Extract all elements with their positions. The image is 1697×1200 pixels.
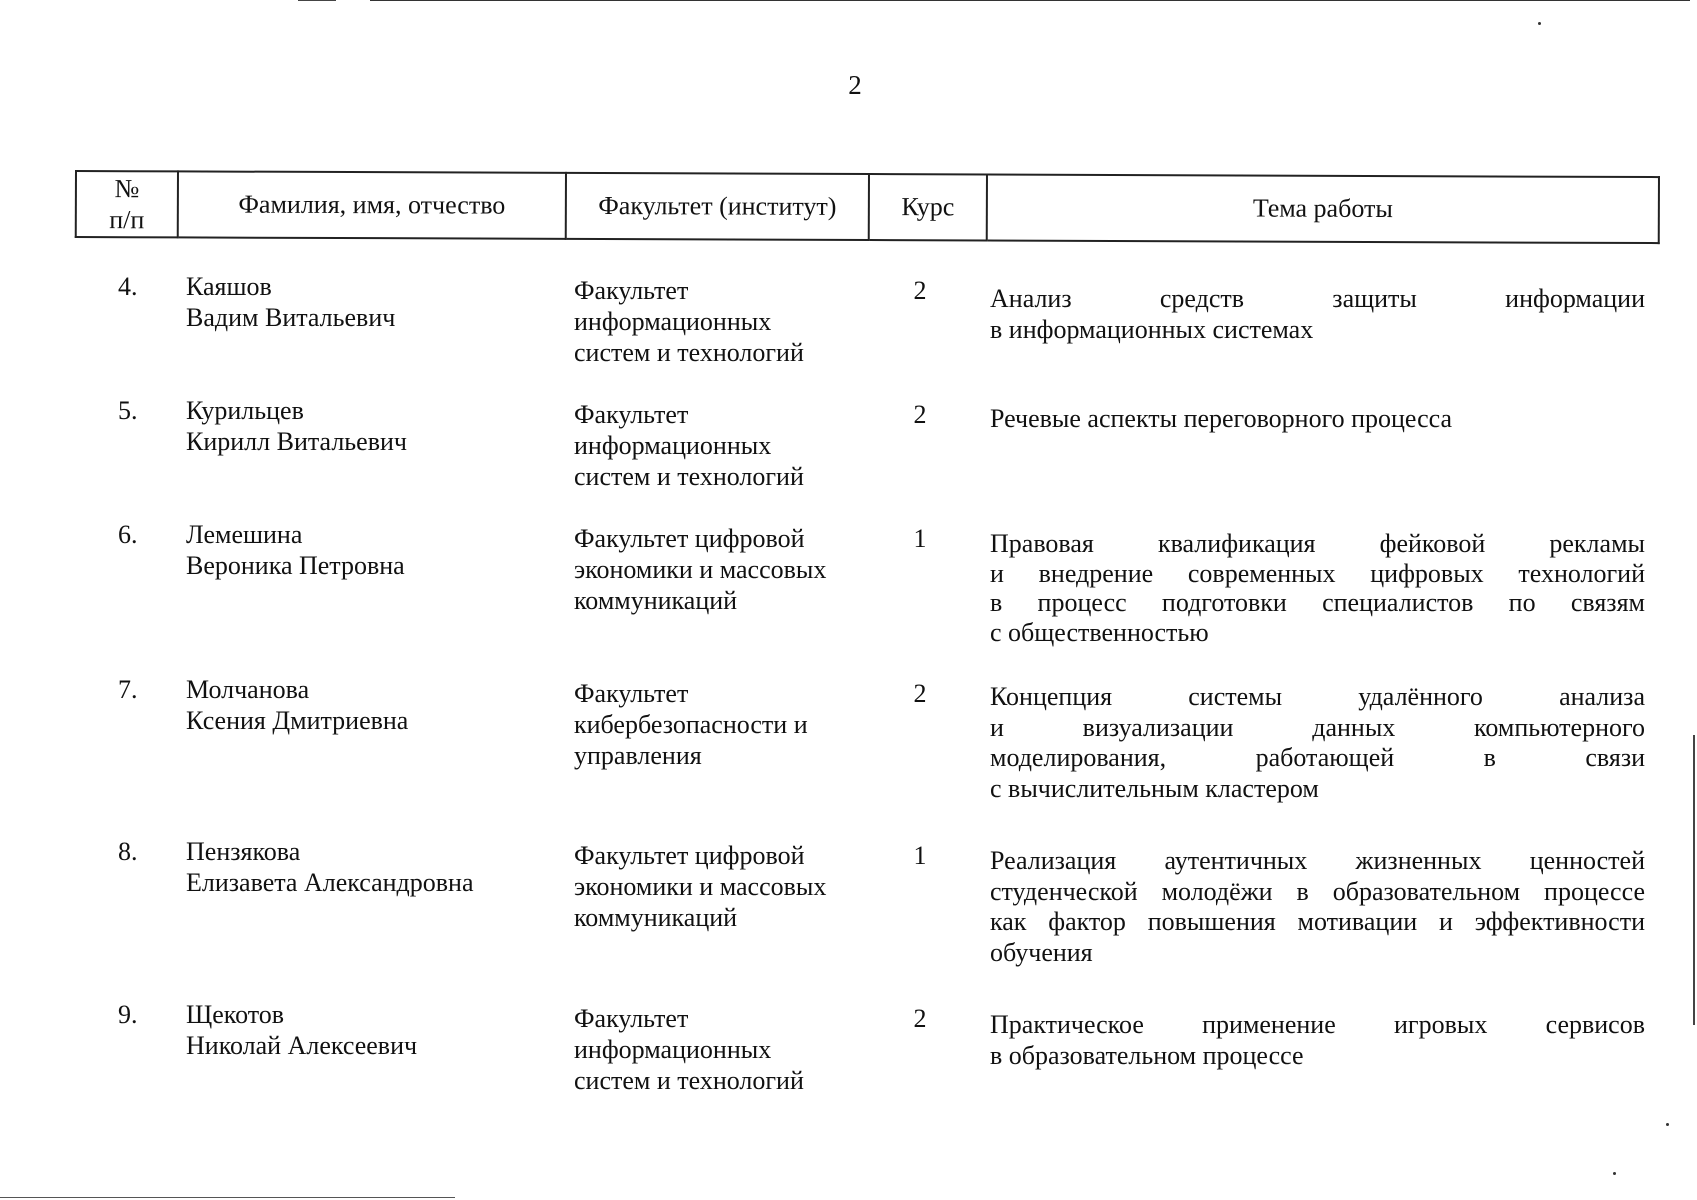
topic-line: с вычислительным кластером [990,773,1319,803]
row-number: 9. [118,1000,138,1029]
scan-artifact-line [1693,735,1695,1025]
row-number: 6. [118,520,138,549]
faculty [574,678,874,771]
faculty-line: систем и технологий [574,462,804,491]
topic-line: моделирования, работающей в связи [990,743,1645,772]
course: 2 [913,276,927,305]
topic-line: обучения [990,937,1093,967]
faculty [574,523,874,616]
student-name [186,999,546,1061]
student-given-names: Кирилл Витальевич [186,427,407,456]
row-number: 4. [118,272,138,301]
course: 1 [913,524,927,553]
row-number: 8. [118,837,138,866]
faculty [574,275,874,368]
course: 2 [913,1004,927,1033]
faculty-line: экономики и массовых [574,555,827,584]
topic-line: и визуализации данных компьютерного [990,712,1645,742]
student-name [186,674,546,736]
topic-line: в информационных системах [990,315,1314,344]
student-surname: Пензякова [186,837,301,866]
table-header [75,170,1660,244]
student-name [186,836,546,898]
faculty [574,1003,874,1096]
scan-artifact-line [0,1197,455,1198]
header-name: Фамилия, имя, отчество [178,171,566,238]
student-surname: Курильцев [186,396,304,425]
topic-line: Правовая квалификация фейковой рекламы [990,529,1645,558]
student-surname: Каяшов [186,272,272,301]
topic [990,682,1645,804]
topic [990,529,1645,647]
header-num: № п/п [76,171,178,237]
faculty-line: Факультет цифровой [574,841,805,870]
faculty-line: Факультет цифровой [574,524,805,553]
course: 2 [913,679,927,708]
row-number: 7. [118,675,138,704]
faculty-line: информационных [574,1035,772,1064]
faculty [574,399,874,492]
header-course: Курс [869,174,987,240]
faculty-line: экономики и массовых [574,872,827,901]
topic-line: с общественностью [990,617,1209,647]
row-number: 5. [118,396,138,425]
student-name [186,271,546,333]
student-given-names: Вадим Витальевич [186,303,396,332]
faculty-line: систем и технологий [574,1066,804,1095]
topic-line: Анализ средств защиты информации [990,284,1645,313]
student-surname: Лемешина [186,520,303,549]
page-number: 2 [848,70,862,100]
faculty [574,840,874,933]
student-name [186,395,546,457]
student-surname: Молчанова [186,675,310,704]
topic-line: и внедрение современных цифровых технологий [990,558,1645,588]
course: 1 [913,841,927,870]
student-surname: Щекотов [186,1000,285,1029]
header-faculty: Факультет (институт) [566,173,869,240]
faculty-line: информационных [574,307,772,336]
topic [990,846,1645,968]
student-given-names: Вероника Петровна [186,551,405,580]
student-given-names: Ксения Дмитриевна [186,706,409,735]
header-topic: Тема работы [987,175,1659,244]
course: 2 [913,400,927,429]
faculty-line: систем и технологий [574,338,804,367]
scan-artifact-line [298,0,336,1]
topic-line: студенческой молодёжи в образовательном процессе [990,876,1645,906]
topic-line: Практическое применение игровых сервисов [990,1010,1645,1039]
faculty-line: Факультет [574,679,689,708]
student-given-names: Николай Алексеевич [186,1031,418,1060]
faculty-line: Факультет [574,400,689,429]
scan-speck [1538,22,1541,25]
topic-line: в процесс подготовки специалистов по связям [990,588,1645,617]
faculty-line: Факультет [574,1004,689,1033]
scan-speck [1613,1172,1616,1175]
scan-speck [1666,1123,1669,1126]
topic-line: Концепция системы удалённого анализа [990,682,1645,711]
scan-artifact-line [370,0,1690,1]
faculty-line: коммуникаций [574,903,738,932]
topic-line: Реализация аутентичных жизненных ценностей [990,846,1645,875]
faculty-line: коммуникаций [574,586,738,615]
faculty-line: информационных [574,431,772,460]
faculty-line: Факультет [574,276,689,305]
topic-line: Речевые аспекты переговорного процесса [990,404,1453,433]
topic [990,283,1645,345]
topic [990,1009,1645,1071]
faculty-line: управления [574,741,702,770]
topic-line: в образовательном процессе [990,1041,1304,1070]
student-given-names: Елизавета Александровна [186,868,474,897]
faculty-line: кибербезопасности и [574,710,808,739]
topic [990,403,1645,434]
topic-line: как фактор повышения мотивации и эффективности [990,907,1645,936]
student-name [186,519,546,581]
